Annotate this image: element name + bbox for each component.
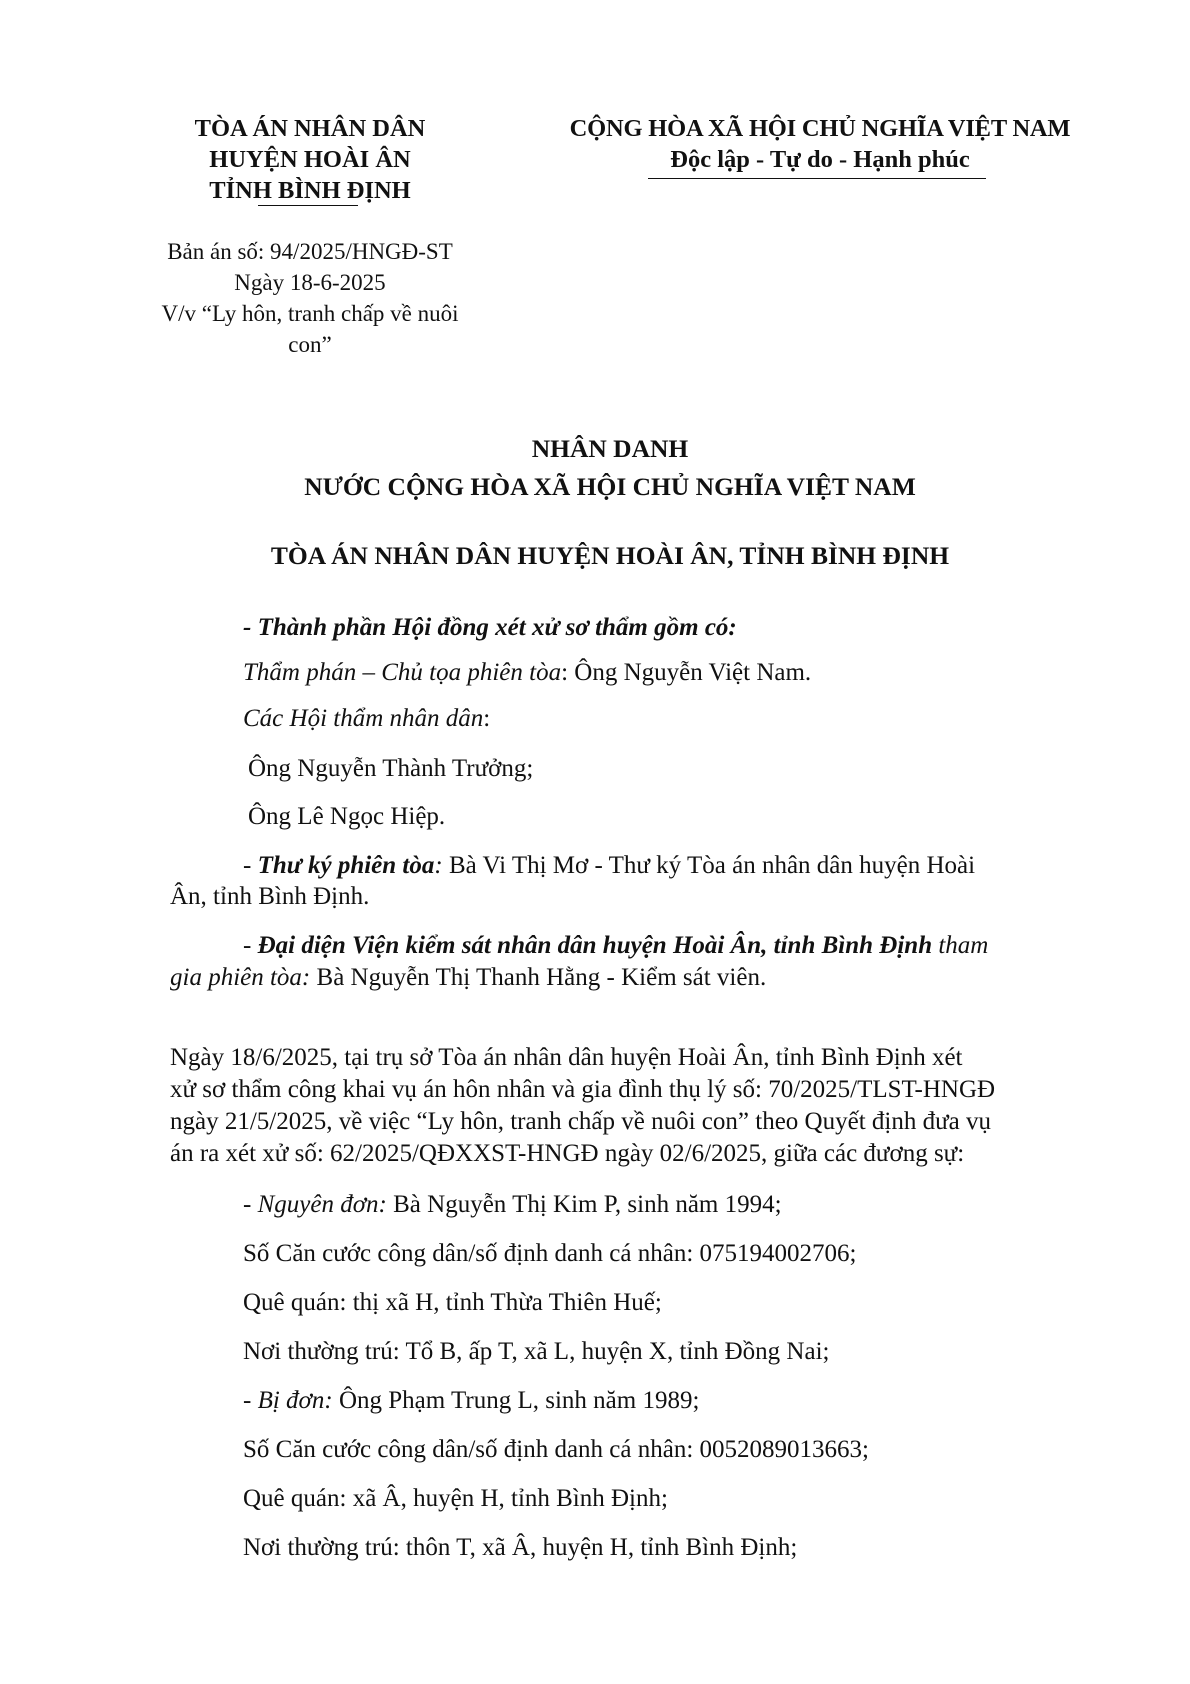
assessors-label: Các Hội thẩm nhân dân <box>243 705 484 732</box>
procuracy-value: Bà Nguyễn Thị Thanh Hằng - Kiểm sát viên. <box>310 964 767 991</box>
intro-line-3: ngày 21/5/2025, về việc “Ly hôn, tranh chấp về nuôi con” theo Quyết định đưa vụ <box>170 1108 991 1135</box>
assessor-1: Ông Nguyễn Thành Trưởng; <box>248 755 534 782</box>
assessors-colon: : <box>483 705 491 732</box>
defendant-dash: - <box>243 1387 258 1414</box>
procuracy-label-2: gia phiên tòa: <box>170 964 311 991</box>
plaintiff-label: Nguyên đơn: <box>257 1191 387 1218</box>
plaintiff-value: Bà Nguyễn Thị Kim P, sinh năm 1994; <box>386 1191 782 1218</box>
procuracy-line-2 <box>170 962 766 993</box>
national-header <box>525 113 1115 175</box>
national-motto-underline <box>648 178 986 179</box>
plaintiff-line <box>243 1189 782 1220</box>
national-header-line1: CỘNG HÒA XÃ HỘI CHỦ NGHĨA VIỆT NAM <box>569 115 1071 142</box>
case-info <box>135 236 485 360</box>
case-subject-line1: V/v “Ly hôn, tranh chấp về nuôi <box>161 301 459 326</box>
panel-heading: - Thành phần Hội đồng xét xử sơ thẩm gồm có: <box>243 614 737 641</box>
defendant-id: Số Căn cước công dân/số định danh cá nhân: 0052089013663; <box>243 1436 869 1463</box>
court-header-line2: HUYỆN HOÀI ÂN <box>209 146 411 173</box>
court-header-line3: TỈNH BÌNH ĐỊNH <box>209 177 411 204</box>
defendant-residence: Nơi thường trú: thôn T, xã Â, huyện H, tỉnh Bình Định; <box>243 1534 798 1561</box>
court-header <box>150 113 470 206</box>
intro-line-1: Ngày 18/6/2025, tại trụ sở Tòa án nhân dân huyện Hoài Ân, tỉnh Bình Định xét <box>170 1044 963 1071</box>
judge-value: : Ông Nguyễn Việt Nam. <box>561 659 812 686</box>
procuracy-line-1 <box>243 930 988 961</box>
judge-line <box>243 657 811 688</box>
procuracy-dash: - <box>243 932 258 959</box>
defendant-hometown: Quê quán: xã Â, huyện H, tỉnh Bình Định; <box>243 1485 668 1512</box>
clerk-colon: : <box>434 852 443 879</box>
court-header-line1: TÒA ÁN NHÂN DÂN <box>194 115 426 142</box>
procuracy-tail: tham <box>932 932 989 959</box>
title-line1: NHÂN DANH <box>531 434 689 463</box>
defendant-line <box>243 1385 699 1416</box>
case-subject-line2: con” <box>288 332 332 357</box>
case-number: Bản án số: 94/2025/HNGĐ-ST <box>167 239 453 264</box>
defendant-value: Ông Phạm Trung L, sinh năm 1989; <box>332 1387 700 1414</box>
clerk-dash: - <box>243 852 258 879</box>
clerk-value-1: Bà Vi Thị Mơ - Thư ký Tòa án nhân dân huyện Hoài <box>442 852 976 879</box>
plaintiff-dash: - <box>243 1191 258 1218</box>
national-motto: Độc lập - Tự do - Hạnh phúc <box>670 146 970 173</box>
assessors-line <box>243 703 490 734</box>
clerk-value-2: Ân, tỉnh Bình Định. <box>170 883 370 910</box>
title-line2: NƯỚC CỘNG HÒA XÃ HỘI CHỦ NGHĨA VIỆT NAM <box>304 472 916 501</box>
plaintiff-residence: Nơi thường trú: Tổ B, ấp T, xã L, huyện X, tỉnh Đồng Nai; <box>243 1338 830 1365</box>
case-date: Ngày 18-6-2025 <box>234 270 386 295</box>
clerk-line-1 <box>243 850 975 881</box>
assessor-2: Ông Lê Ngọc Hiệp. <box>248 803 446 830</box>
judge-label: Thẩm phán – Chủ tọa phiên tòa <box>243 659 562 686</box>
plaintiff-id: Số Căn cước công dân/số định danh cá nhân: 075194002706; <box>243 1240 857 1267</box>
court-header-underline <box>258 205 358 206</box>
procuracy-label: Đại diện Viện kiểm sát nhân dân huyện Hoài Ân, tỉnh Bình Định <box>257 932 933 959</box>
court-name-title: TÒA ÁN NHÂN DÂN HUYỆN HOÀI ÂN, TỈNH BÌNH ĐỊNH <box>270 541 950 570</box>
document-title <box>150 430 1070 506</box>
clerk-label: Thư ký phiên tòa <box>257 852 435 879</box>
defendant-label: Bị đơn: <box>257 1387 333 1414</box>
intro-line-2: xử sơ thẩm công khai vụ án hôn nhân và gia đình thụ lý số: 70/2025/TLST-HNGĐ <box>170 1076 996 1103</box>
plaintiff-hometown: Quê quán: thị xã H, tỉnh Thừa Thiên Huế; <box>243 1289 662 1316</box>
intro-line-4: án ra xét xử số: 62/2025/QĐXXST-HNGĐ ngày 02/6/2025, giữa các đương sự: <box>170 1140 965 1167</box>
